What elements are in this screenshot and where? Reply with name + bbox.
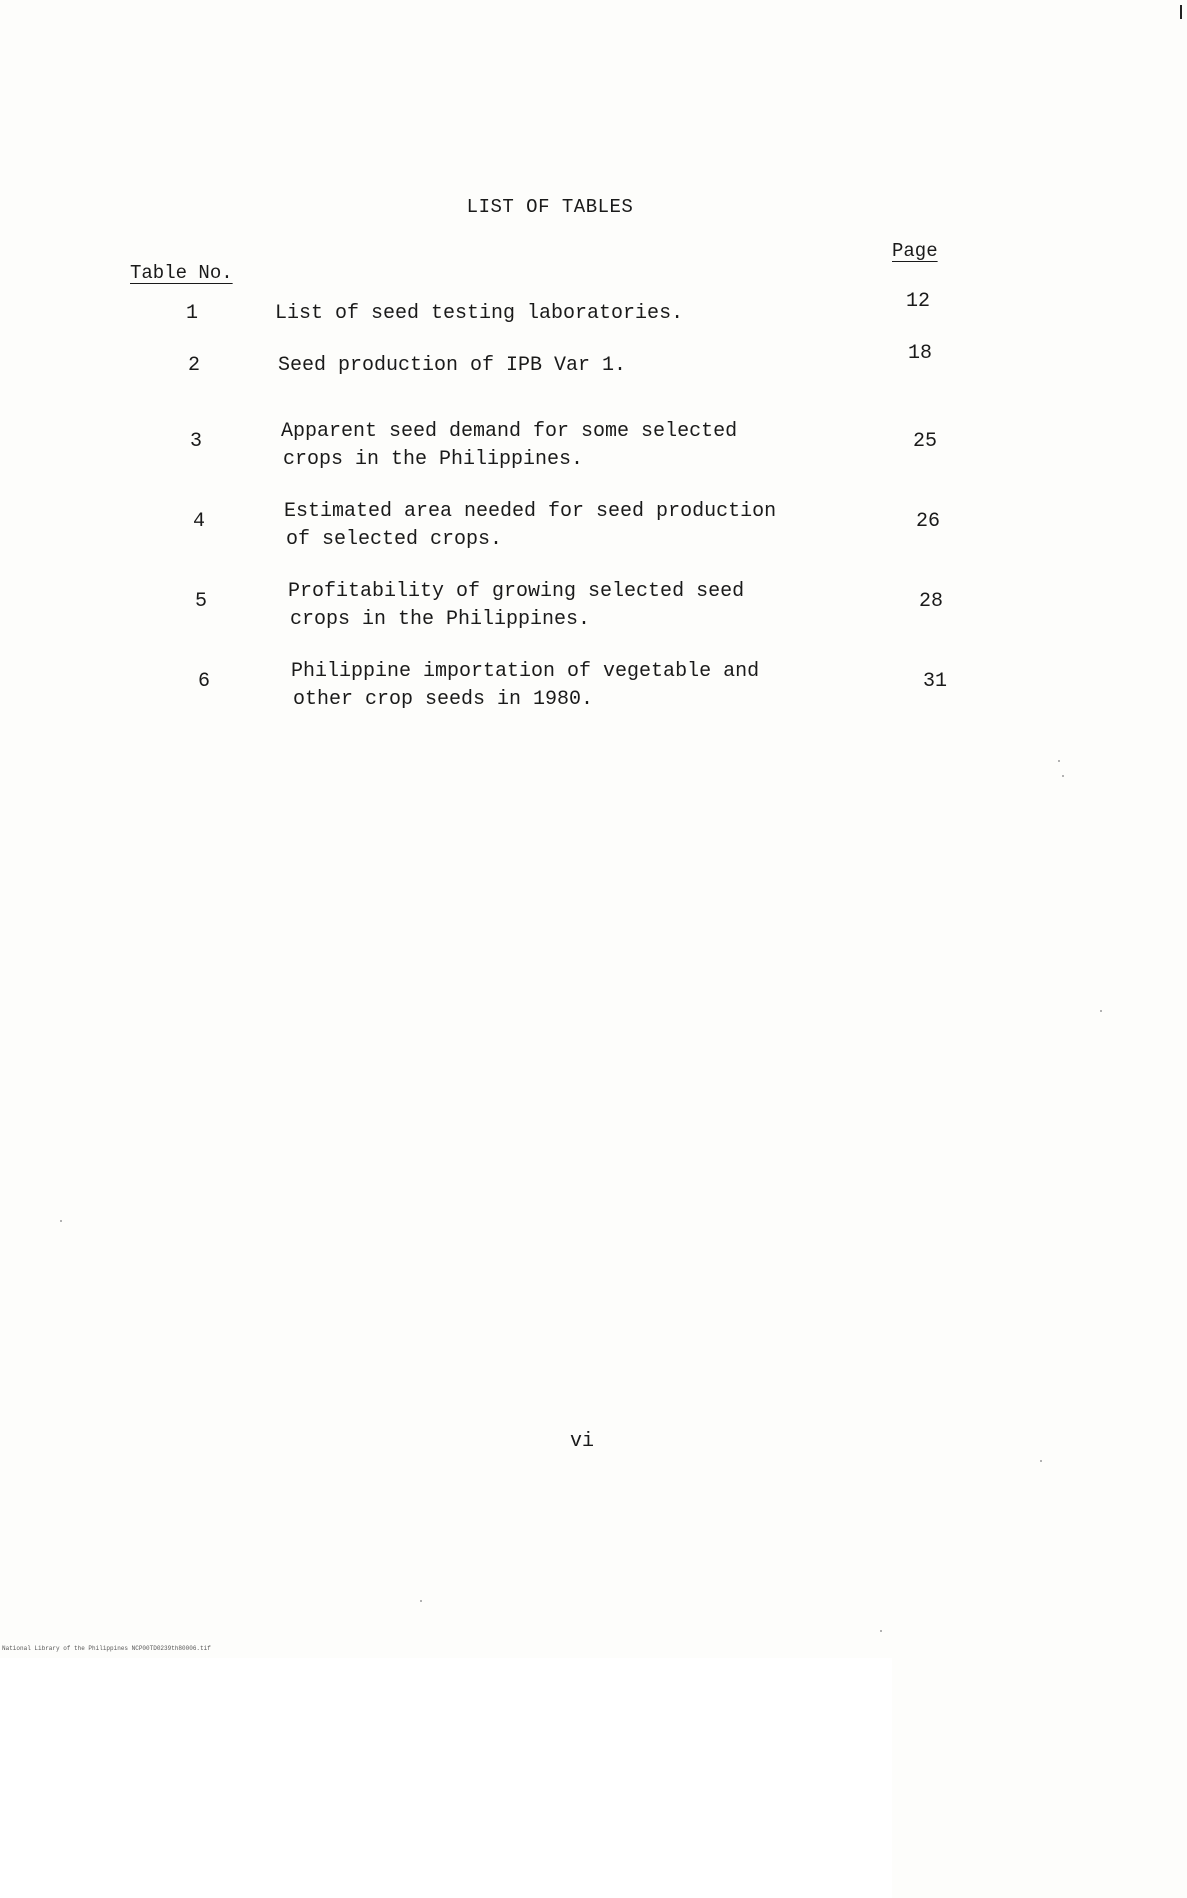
entry-number: 3 bbox=[189, 430, 202, 453]
entry-page: 25 bbox=[912, 430, 937, 453]
entry-number: 4 bbox=[192, 510, 205, 533]
entry-number: 5 bbox=[194, 590, 207, 613]
scan-footer-label: National Library of the Philippines NCP00TD0239th80006.tif bbox=[2, 1645, 211, 1652]
entry-page: 12 bbox=[905, 290, 930, 313]
entry-title-line-1: Estimated area needed for seed production bbox=[284, 500, 777, 523]
entry-title-line-2: of selected crops. bbox=[286, 528, 503, 551]
column-header-table-no: Table No. bbox=[130, 262, 233, 284]
entry-number: 2 bbox=[187, 354, 200, 377]
entry-title-line-1: List of seed testing laboratories. bbox=[275, 302, 684, 325]
entry-number: 6 bbox=[197, 670, 210, 693]
entry-title-line-2: crops in the Philippines. bbox=[283, 448, 584, 471]
scan-speck bbox=[1062, 775, 1064, 777]
page-title: LIST OF TABLES bbox=[466, 196, 634, 218]
entry-page: 26 bbox=[915, 510, 940, 533]
column-header-page: Page bbox=[892, 240, 1187, 1898]
entry-title-line-1: Apparent seed demand for some selected bbox=[281, 420, 738, 443]
entry-title-line-1: Profitability of growing selected seed bbox=[288, 580, 745, 603]
scan-speck bbox=[880, 1630, 882, 1632]
scan-speck bbox=[1100, 1010, 1102, 1012]
scan-speck bbox=[1040, 1460, 1042, 1462]
scan-speck bbox=[420, 1600, 422, 1602]
scan-speck bbox=[60, 1220, 62, 1222]
entry-number: 1 bbox=[185, 302, 198, 325]
scan-speck bbox=[1058, 760, 1060, 762]
entry-page: 18 bbox=[907, 342, 932, 365]
scan-edge-mark bbox=[1180, 5, 1182, 19]
entry-title-line-2: crops in the Philippines. bbox=[290, 608, 591, 631]
entry-title-line-2: other crop seeds in 1980. bbox=[293, 688, 594, 711]
entry-page: 28 bbox=[918, 590, 943, 613]
entry-title-line-1: Seed production of IPB Var 1. bbox=[278, 354, 627, 377]
entry-title-line-1: Philippine importation of vegetable and bbox=[291, 660, 760, 683]
entry-page: 31 bbox=[922, 670, 947, 693]
page-number: vi bbox=[570, 1430, 595, 1453]
